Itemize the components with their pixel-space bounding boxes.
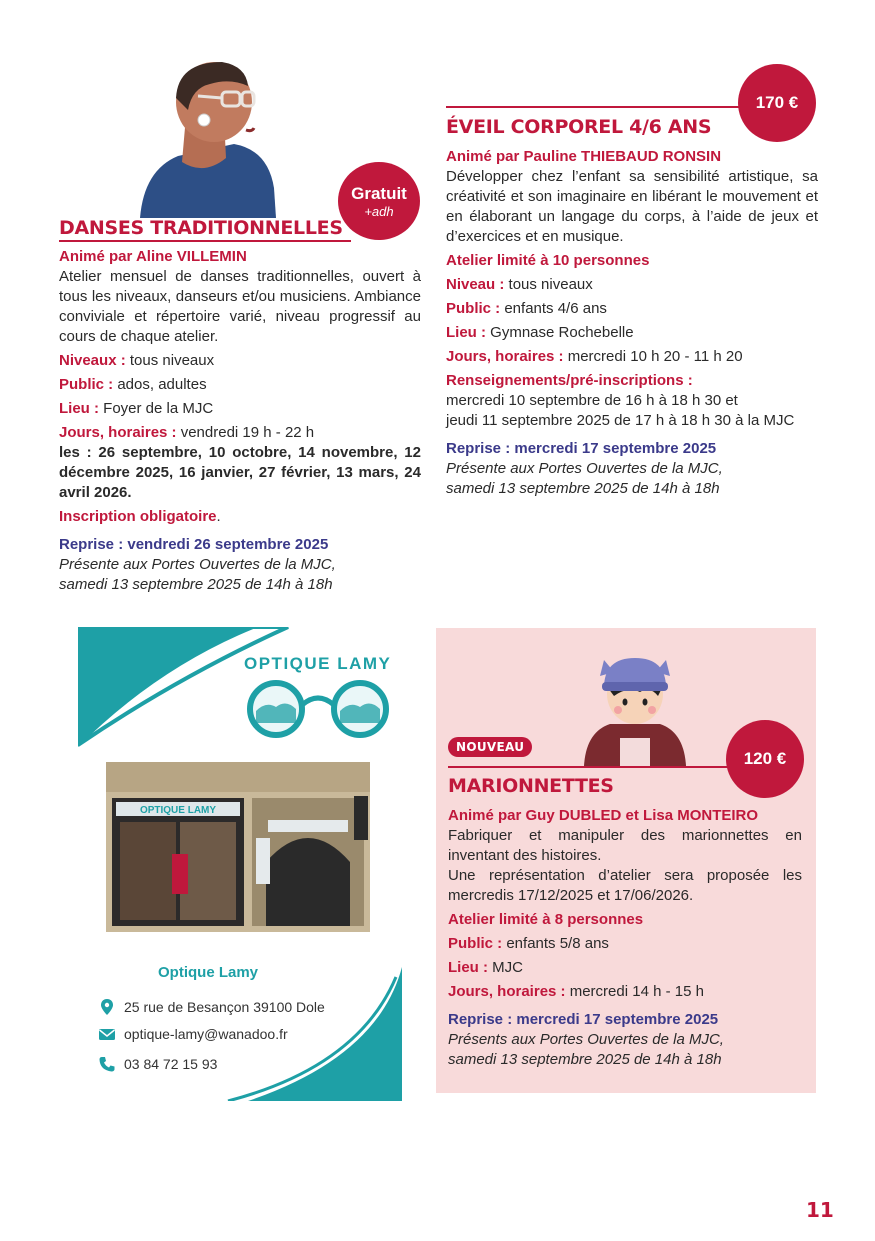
eveil-lieu: Lieu : Gymnase Rochebelle xyxy=(446,324,634,341)
marionnettes-divider xyxy=(448,766,728,768)
eveil-price: 170 € xyxy=(755,93,799,112)
marionnettes-title: MARIONNETTES xyxy=(448,775,614,797)
danses-portes-2: samedi 13 septembre 2025 de 14h à 18h xyxy=(59,576,333,593)
danses-niveaux: Niveaux : tous niveaux xyxy=(59,352,215,369)
eveil-divider xyxy=(446,106,740,108)
ad-bottom-swoosh xyxy=(78,967,402,1101)
storefront-photo xyxy=(106,762,370,932)
eveil-title: ÉVEIL CORPOREL 4/6 ANS xyxy=(446,116,712,138)
eveil-jours: Jours, horaires : mercredi 10 h 20 - 11 h 20 xyxy=(446,348,743,365)
marionnettes-portes-1: Présents aux Portes Ouvertes de la MJC, xyxy=(448,1031,724,1048)
danses-reprise: Reprise : vendredi 26 septembre 2025 xyxy=(59,536,329,553)
marionnettes-new-tag: NOUVEAU xyxy=(448,737,532,757)
marionnettes-representation: Une représentation d’atelier sera proposée les mercredis 17/12/2025 et 17/06/2026. xyxy=(448,867,802,904)
marionnettes-public: Public : enfants 5/8 ans xyxy=(448,935,609,952)
marionnettes-jours: Jours, horaires : mercredi 14 h - 15 h xyxy=(448,983,704,1000)
marionnettes-animator: Animé par Guy DUBLED et Lisa MONTEIRO xyxy=(448,807,759,824)
child-illustration xyxy=(580,652,690,766)
page-number: 11 xyxy=(806,1198,834,1222)
marionnettes-lieu: Lieu : MJC xyxy=(448,959,523,976)
danses-description: Atelier mensuel de danses traditionnelles, ouvert à tous les niveaux, danseurs et/ou musiciens. Ambiance conviviale et répertoire varié, niveau progressif au cours de chaque atelier. xyxy=(59,268,421,345)
eveil-reprise: Reprise : mercredi 17 septembre 2025 xyxy=(446,440,717,457)
ad-shop-name: Optique Lamy xyxy=(158,964,259,981)
marionnettes-price-badge xyxy=(726,720,804,798)
ad-email[interactable]: optique-lamy@wanadoo.fr xyxy=(98,1025,288,1043)
eveil-rens-2: jeudi 11 septembre 2025 de 17 h à 18 h 30 à la MJC xyxy=(446,412,795,429)
danses-dates: les : 26 septembre, 10 octobre, 14 novembre, 12 décembre 2025, 16 janvier, 27 février, 13 mars, 24 avril 2026. xyxy=(59,444,421,501)
eveil-price-badge xyxy=(738,64,816,142)
marionnettes-limite: Atelier limité à 8 personnes xyxy=(448,911,644,928)
danses-public: Public : ados, adultes xyxy=(59,376,207,393)
optique-lamy-ad[interactable] xyxy=(78,627,402,1101)
eveil-rens-1: mercredi 10 septembre de 16 h à 18 h 30 et xyxy=(446,392,738,409)
ad-address: 25 rue de Besançon 39100 Dole xyxy=(98,998,325,1016)
danses-divider xyxy=(59,240,351,242)
danses-animator: Animé par Aline VILLEMIN xyxy=(59,248,247,265)
eveil-limite: Atelier limité à 10 personnes xyxy=(446,252,650,269)
danses-inscription: Inscription obligatoire. xyxy=(59,508,221,525)
danses-portes-1: Présente aux Portes Ouvertes de la MJC, xyxy=(59,556,336,573)
eveil-public: Public : enfants 4/6 ans xyxy=(446,300,607,317)
eveil-portes-2: samedi 13 septembre 2025 de 14h à 18h xyxy=(446,480,720,497)
glasses-logo-icon xyxy=(244,677,392,739)
marionnettes-body xyxy=(448,806,802,1070)
danses-lieu: Lieu : Foyer de la MJC xyxy=(59,400,214,417)
eveil-portes-1: Présente aux Portes Ouvertes de la MJC, xyxy=(446,460,723,477)
danses-title: DANSES TRADITIONNELLES xyxy=(59,217,343,239)
danses-price-badge xyxy=(338,162,420,240)
eveil-niveau: Niveau : tous niveaux xyxy=(446,276,593,293)
danses-body xyxy=(59,247,421,595)
storefront-sign: OPTIQUE LAMY xyxy=(139,805,217,816)
marionnettes-reprise: Reprise : mercredi 17 septembre 2025 xyxy=(448,1011,719,1028)
ad-brand: OPTIQUE LAMY xyxy=(244,654,392,673)
marionnettes-portes-2: samedi 13 septembre 2025 de 14h à 18h xyxy=(448,1051,722,1068)
ad-phone[interactable]: 03 84 72 15 93 xyxy=(98,1055,217,1073)
woman-illustration xyxy=(138,58,278,218)
eveil-body xyxy=(446,147,818,499)
eveil-animator: Animé par Pauline THIEBAUD RONSIN xyxy=(446,148,722,165)
danses-badge-main: Gratuit xyxy=(351,183,407,203)
eveil-description: Développer chez l’enfant sa sensibilité artistique, sa créativité et son imaginaire en libérant le mouvement et en élaborant un langage du corps, à l’aide de jeux et d’exercices et en musique. xyxy=(446,168,818,245)
eveil-rens-label: Renseignements/pré-inscriptions : xyxy=(446,372,693,389)
danses-jours: Jours, horaires : vendredi 19 h - 22 h xyxy=(59,424,315,441)
danses-badge-sub: +adh xyxy=(364,203,394,219)
marionnettes-description: Fabriquer et manipuler des marionnettes en inventant des histoires. xyxy=(448,827,802,864)
marionnettes-price: 120 € xyxy=(743,749,787,768)
